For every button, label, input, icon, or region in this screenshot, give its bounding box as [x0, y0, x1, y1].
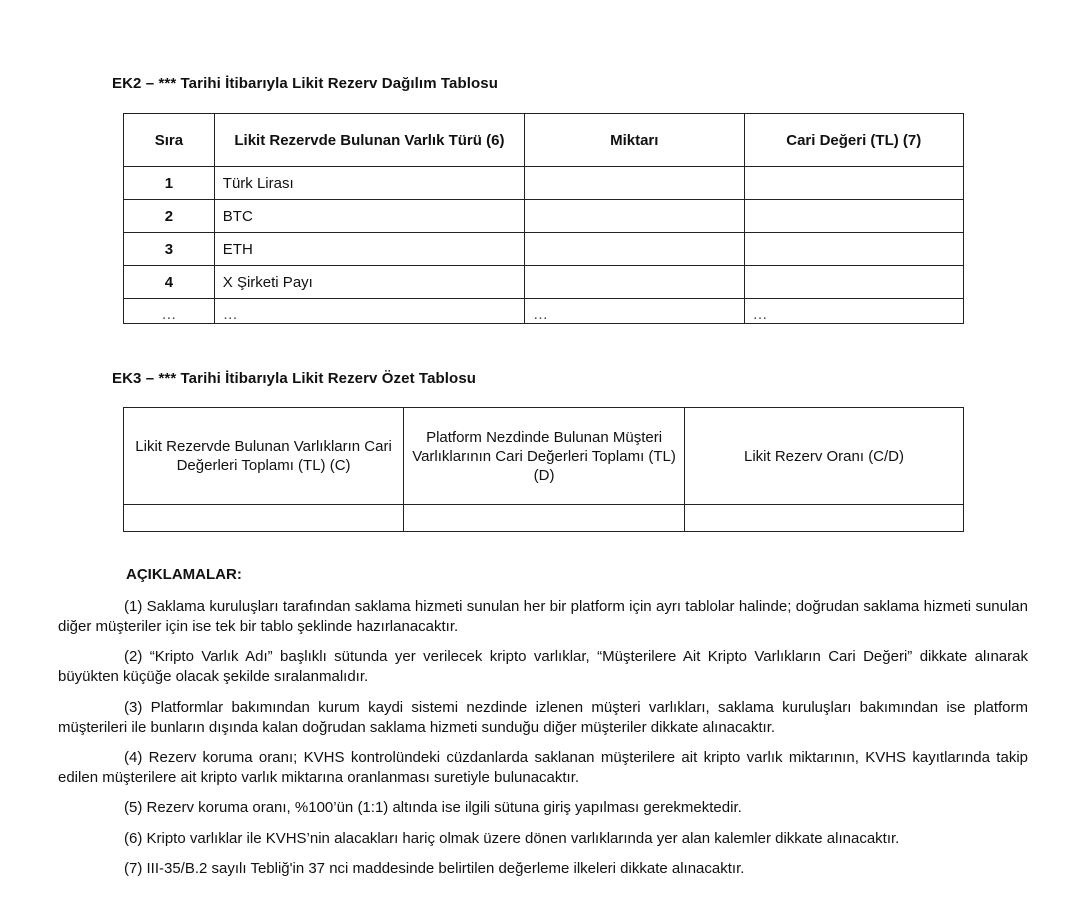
row-amount: …: [525, 299, 744, 324]
note-item: (2) “Kripto Varlık Adı” başlıklı sütunda yer verilecek kripto varlıklar, “Müşterilere Ait Kripto Varlıkların Cari Değeri” dikkate alınarak büyükten küçüğe olacak şekilde sıralanmalıdır.: [58, 648, 1028, 685]
row-number: 1: [124, 167, 215, 200]
row-asset: ETH: [214, 233, 524, 266]
ek3-value-total-reserve: [124, 505, 404, 532]
row-number: 4: [124, 266, 215, 299]
note-item: (3) Platformlar bakımından kurum kaydi sistemi nezdinde izlenen müşteri varlıkları, saklama kuruluşları bakımından ise platform müşterileri ile bunların dışında kalan doğrudan saklama hizmeti sunduğu diğer müşteriler dikkate alınacaktır.: [58, 699, 1028, 736]
row-number: 3: [124, 233, 215, 266]
row-asset: X Şirketi Payı: [214, 266, 524, 299]
note-item: (6) Kripto varlıklar ile KVHS’nin alacakları hariç olmak üzere dönen varlıklarında yer alan kalemler dikkate alınacaktır.: [124, 830, 900, 847]
table-row-ellipsis: [124, 299, 964, 324]
row-amount: [525, 200, 744, 233]
notes-title: AÇIKLAMALAR:: [126, 566, 242, 583]
ek2-header-value: Cari Değeri (TL) (7): [744, 114, 964, 167]
row-asset: Türk Lirası: [214, 167, 524, 200]
ek2-header-sira: Sıra: [124, 114, 215, 167]
note-item: (4) Rezerv koruma oranı; KVHS kontrolündeki cüzdanlarda saklanan müşterilere ait kripto varlık miktarının, KVHS kayıtlarında takip edilen müşterilere ait kripto varlık miktarına oranlanması suretiyle bulunacaktır.: [58, 749, 1028, 786]
row-asset: …: [214, 299, 524, 324]
note-item: (1) Saklama kuruluşları tarafından saklama hizmeti sunulan her bir platform için ayrı tablolar halinde; doğrudan saklama hizmeti sunulan diğer müşteriler için ise tek bir tablo şeklinde hazırlanacaktır.: [58, 598, 1028, 635]
ek2-header-amount: Miktarı: [525, 114, 744, 167]
ek3-header-total-customer-assets: Platform Nezdinde Bulunan Müşteri Varlıklarının Cari Değerleri Toplamı (TL) (D): [404, 408, 685, 505]
ek3-header-row: [124, 408, 964, 505]
ek3-header-total-reserve: Likit Rezervde Bulunan Varlıkların Cari Değerleri Toplamı (TL) (C): [124, 408, 404, 505]
ek3-value-reserve-ratio: [685, 505, 964, 532]
row-value: …: [744, 299, 964, 324]
row-value: [744, 233, 964, 266]
row-value: [744, 266, 964, 299]
ek2-table: [123, 113, 964, 324]
ek3-value-row: [124, 505, 964, 532]
note-item: (7) III-35/B.2 sayılı Tebliğ'in 37 nci maddesinde belirtilen değerleme ilkeleri dikkate alınacaktır.: [124, 860, 745, 877]
ek2-header-asset-type: Likit Rezervde Bulunan Varlık Türü (6): [214, 114, 524, 167]
row-number: …: [124, 299, 215, 324]
row-number: 2: [124, 200, 215, 233]
ek3-table: [123, 407, 964, 532]
table-row: [124, 200, 964, 233]
note-item: (5) Rezerv koruma oranı, %100’ün (1:1) altında ise ilgili sütuna giriş yapılması gerekmektedir.: [124, 799, 742, 816]
ek3-title: EK3 – *** Tarihi İtibarıyla Likit Rezerv Özet Tablosu: [112, 370, 477, 387]
ek2-title: EK2 – *** Tarihi İtibarıyla Likit Rezerv Dağılım Tablosu: [112, 75, 498, 92]
ek3-header-reserve-ratio: Likit Rezerv Oranı (C/D): [685, 408, 964, 505]
table-row: [124, 266, 964, 299]
row-value: [744, 200, 964, 233]
row-amount: [525, 233, 744, 266]
table-row: [124, 167, 964, 200]
row-amount: [525, 167, 744, 200]
table-row: [124, 233, 964, 266]
ek2-header-row: [124, 114, 964, 167]
row-amount: [525, 266, 744, 299]
row-asset: BTC: [214, 200, 524, 233]
ek3-value-total-customer-assets: [404, 505, 685, 532]
row-value: [744, 167, 964, 200]
